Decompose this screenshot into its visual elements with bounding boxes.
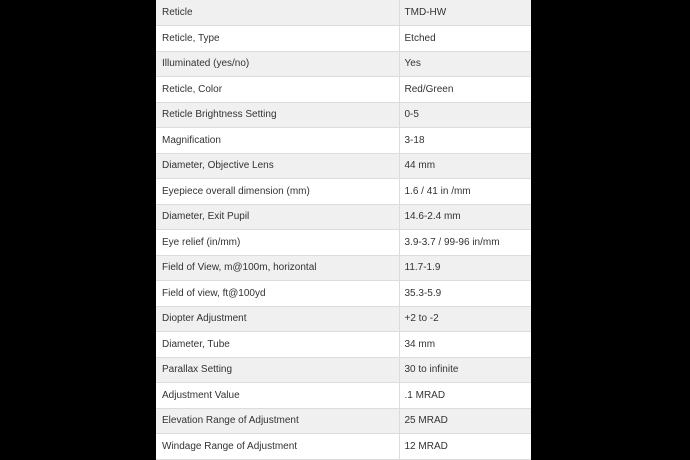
spec-label: Reticle, Type: [156, 26, 399, 52]
spec-row-illuminated: [156, 51, 531, 77]
spec-label: Adjustment Value: [156, 383, 399, 409]
spec-row-brightness-setting: [156, 102, 531, 128]
spec-value: 11.7-1.9: [399, 255, 531, 281]
spec-label: Diameter, Objective Lens: [156, 153, 399, 179]
spec-label: Diameter, Tube: [156, 332, 399, 358]
spec-value: Red/Green: [399, 77, 531, 103]
spec-value: .1 MRAD: [399, 383, 531, 409]
spec-row-reticle-color: [156, 77, 531, 103]
spec-row-objective-lens: [156, 153, 531, 179]
spec-label: Reticle: [156, 0, 399, 26]
spec-row-elevation-range: [156, 408, 531, 434]
spec-value: TMD-HW: [399, 0, 531, 26]
spec-row-diopter-adjustment: [156, 306, 531, 332]
spec-value: 34 mm: [399, 332, 531, 358]
spec-value: 0-5: [399, 102, 531, 128]
spec-value: +2 to -2: [399, 306, 531, 332]
specification-table: [156, 0, 531, 460]
spec-label: Elevation Range of Adjustment: [156, 408, 399, 434]
spec-label: Reticle Brightness Setting: [156, 102, 399, 128]
spec-label: Illuminated (yes/no): [156, 51, 399, 77]
spec-value: Etched: [399, 26, 531, 52]
spec-label: Windage Range of Adjustment: [156, 434, 399, 460]
specification-rows: [156, 0, 531, 459]
spec-label: Field of View, m@100m, horizontal: [156, 255, 399, 281]
spec-row-tube-diameter: [156, 332, 531, 358]
spec-row-eye-relief: [156, 230, 531, 256]
spec-label: Field of view, ft@100yd: [156, 281, 399, 307]
spec-label: Eye relief (in/mm): [156, 230, 399, 256]
spec-row-parallax-setting: [156, 357, 531, 383]
spec-value: 14.6-2.4 mm: [399, 204, 531, 230]
spec-label: Eyepiece overall dimension (mm): [156, 179, 399, 205]
spec-value: 3.9-3.7 / 99-96 in/mm: [399, 230, 531, 256]
spec-label: Reticle, Color: [156, 77, 399, 103]
spec-row-exit-pupil: [156, 204, 531, 230]
spec-value: 1.6 / 41 in /mm: [399, 179, 531, 205]
spec-label: Magnification: [156, 128, 399, 154]
spec-value: 3-18: [399, 128, 531, 154]
spec-value: 30 to infinite: [399, 357, 531, 383]
spec-label: Diopter Adjustment: [156, 306, 399, 332]
spec-row-reticle: [156, 0, 531, 26]
spec-value: 44 mm: [399, 153, 531, 179]
spec-row-eyepiece-dimension: [156, 179, 531, 205]
spec-row-adjustment-value: [156, 383, 531, 409]
spec-label: Diameter, Exit Pupil: [156, 204, 399, 230]
spec-label: Parallax Setting: [156, 357, 399, 383]
spec-row-field-of-view-ft: [156, 281, 531, 307]
spec-row-reticle-type: [156, 26, 531, 52]
spec-row-magnification: [156, 128, 531, 154]
spec-row-windage-range: [156, 434, 531, 460]
spec-row-field-of-view-m: [156, 255, 531, 281]
spec-value: Yes: [399, 51, 531, 77]
spec-value: 35.3-5.9: [399, 281, 531, 307]
spec-value: 12 MRAD: [399, 434, 531, 460]
spec-value: 25 MRAD: [399, 408, 531, 434]
